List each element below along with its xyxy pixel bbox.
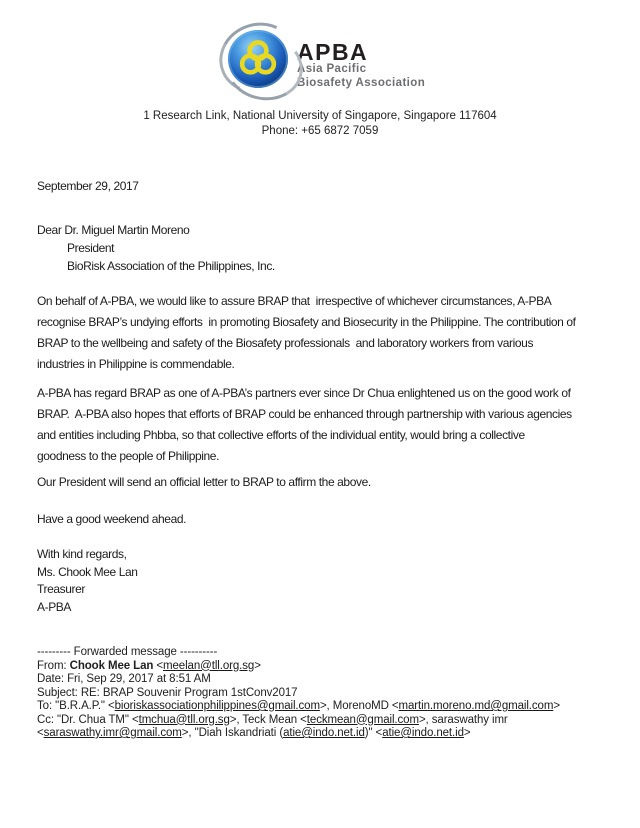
forwarded-text: >, saraswathy imr xyxy=(418,713,508,726)
signature-org: A-PBA xyxy=(37,599,72,614)
paragraph-line: and entities including Phbba, so that collective efforts of the individual entity, would bring a collective xyxy=(37,428,525,442)
email-link[interactable]: martin.moreno.md@gmail.com xyxy=(398,700,554,712)
paragraph-line: On behalf of A-PBA, we would like to assure BRAP that irrespective of whichever circumstances, A-PBA xyxy=(37,294,552,308)
letter-paragraphs xyxy=(37,291,576,530)
paragraph-line: goodness to the people of Philippine. xyxy=(37,449,220,463)
email-link[interactable]: saraswathy.imr@gmail.com xyxy=(43,727,182,739)
forwarded-block xyxy=(37,646,560,741)
biohazard-center xyxy=(254,55,261,62)
forwarded-text: < xyxy=(37,727,44,739)
address-line: 1 Research Link, National University of Singapore, Singapore 117604 xyxy=(143,110,497,122)
email-link[interactable]: atie@indo.net.id xyxy=(382,727,464,739)
apba-logo xyxy=(228,30,425,90)
paragraph-line: Our President will send an official letter to BRAP to affirm the above. xyxy=(37,475,371,489)
email-link[interactable]: tmchua@tll.org.sg xyxy=(138,713,230,726)
forwarded-divider xyxy=(37,646,560,660)
paragraph xyxy=(37,509,576,530)
paragraph xyxy=(37,291,576,375)
email-link[interactable]: atie@indo.net.id xyxy=(283,727,365,739)
paragraph xyxy=(37,383,576,467)
logo-text xyxy=(297,30,425,90)
salutation-block xyxy=(37,221,275,275)
paragraph-line: A-PBA has regard BRAP as one of A-PBA’s partners ever since Dr Chua enlightened us on the good work of xyxy=(37,386,571,400)
forwarded-text: >, Teck Mean < xyxy=(229,713,307,726)
signature-name: Ms. Chook Mee Lan xyxy=(37,564,138,579)
forwarded-text: >, MorenoMD < xyxy=(319,700,399,712)
paragraph xyxy=(37,472,576,493)
forwarded-text: Cc: "Dr. Chua TM" < xyxy=(37,713,139,726)
paragraph-line: BRAP to the wellbeing and safety of the Biosafety professionals and laboratory workers from various xyxy=(37,336,534,350)
email-link[interactable]: bioriskassociationphilippines@gmail.com xyxy=(114,700,320,712)
paragraph-line: industries in Philippine is commendable. xyxy=(37,357,235,371)
forwarded-text: >, "Diah Iskandriati ( xyxy=(181,727,284,739)
biohazard-icon xyxy=(236,37,280,81)
paragraph-line: Have a good weekend ahead. xyxy=(37,512,187,526)
forwarded-line xyxy=(37,673,560,687)
closing-block xyxy=(37,546,138,616)
letter-date: September 29, 2017 xyxy=(37,179,139,193)
sender-name: Chook Mee Lan xyxy=(69,659,154,672)
email-link[interactable]: meelan@tll.org.sg xyxy=(163,659,255,672)
forwarded-text: > xyxy=(463,727,471,739)
globe-icon xyxy=(228,30,288,88)
signature-title: Treasurer xyxy=(37,582,85,596)
forwarded-line xyxy=(37,714,560,728)
forwarded-text: To: "B.R.A.P." < xyxy=(37,700,115,712)
forwarded-line xyxy=(37,700,560,714)
paragraph-line: BRAP. A-PBA also hopes that efforts of BRAP could be enhanced through partnership with various agencies xyxy=(37,407,572,421)
recipient-organization: BioRisk Association of the Philippines, Inc. xyxy=(67,259,275,273)
logo-tagline-line1: Asia Pacific xyxy=(297,63,367,75)
forwarded-text: --------- Forwarded message ---------- xyxy=(37,646,218,658)
closing-regards: With kind regards, xyxy=(37,547,127,561)
forwarded-line xyxy=(37,687,560,701)
recipient-title: President xyxy=(67,241,115,255)
forwarded-text: > xyxy=(254,659,261,672)
paragraph-line: recognise BRAP’s undying efforts in promoting Biosafety and Biosecurity in the Philippine. The contribution of xyxy=(37,315,576,329)
forwarded-text: From: xyxy=(37,659,70,672)
forwarded-text: Subject: RE: BRAP Souvenir Program 1stConv2017 xyxy=(37,686,298,699)
logo-tagline-line2: Biosafety Association xyxy=(297,76,426,89)
letterhead-address xyxy=(0,109,640,138)
logo-acronym: APBA xyxy=(297,39,369,65)
email-link[interactable]: teckmean@gmail.com xyxy=(306,713,419,726)
forwarded-line xyxy=(37,727,560,741)
forwarded-text: > xyxy=(553,700,560,712)
forwarded-text: )" < xyxy=(364,727,383,739)
phone-line: Phone: +65 6872 7059 xyxy=(261,124,379,137)
forwarded-text: < xyxy=(153,659,164,672)
salutation-line: Dear Dr. Miguel Martin Moreno xyxy=(37,223,190,237)
forwarded-line xyxy=(37,660,560,674)
forwarded-text: Date: Fri, Sep 29, 2017 at 8:51 AM xyxy=(37,673,211,685)
